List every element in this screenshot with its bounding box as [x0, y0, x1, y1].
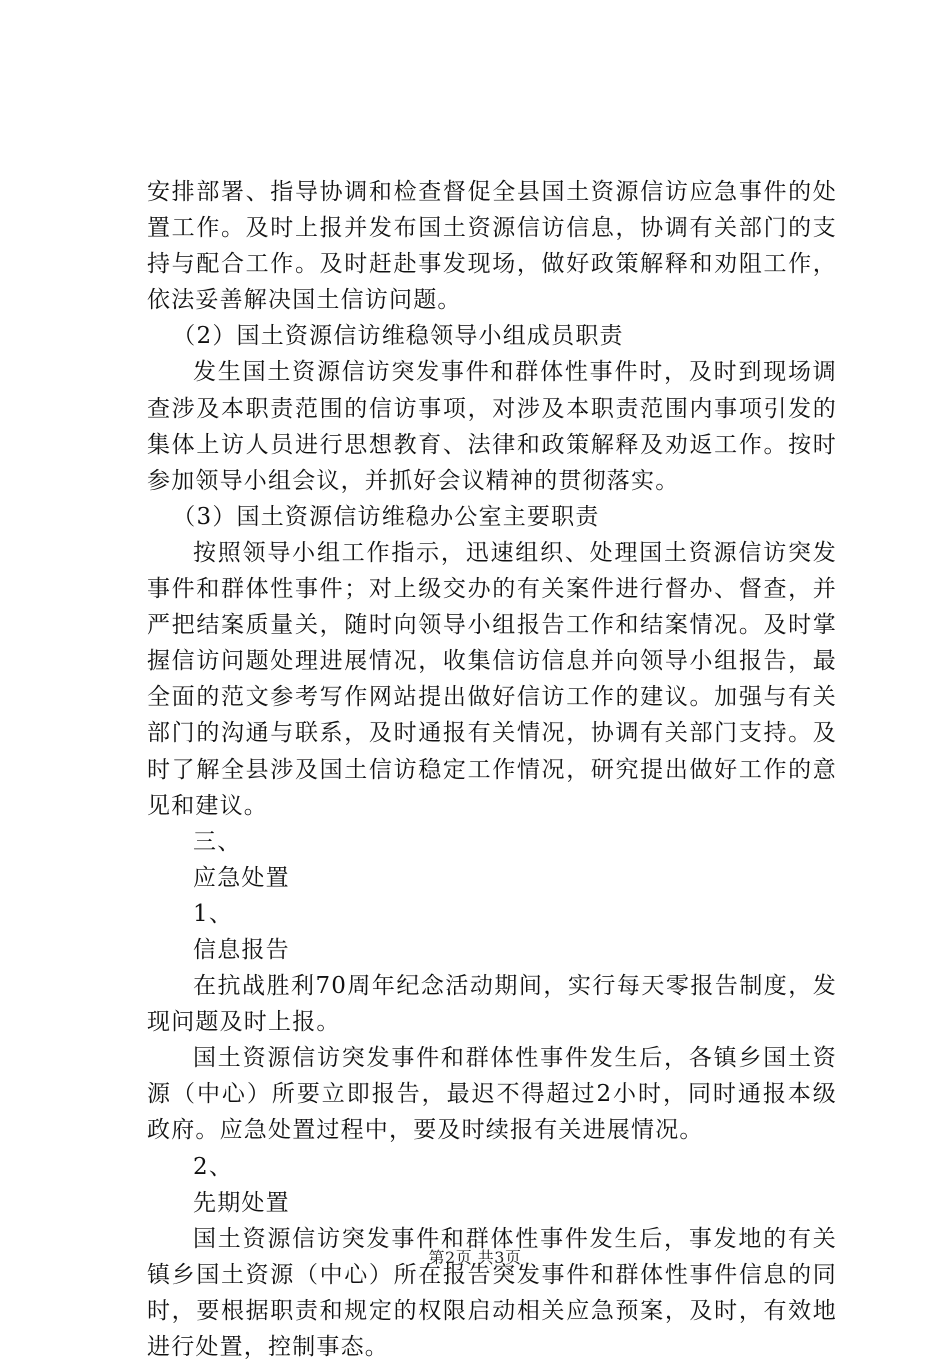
- page-footer: 第2页 共3页: [428, 1248, 522, 1267]
- paragraph-member-duties: 发生国土资源信访突发事件和群体性事件时，及时到现场调查涉及本职责范围的信访事项，对涉及本职责范围内事项引发的集体上访人员进行思想教育、法律和政策解释及劝返工作。按时参加领导小组会议，并抓好会议精神的贯彻落实。: [147, 359, 837, 494]
- item-number-one: 1、: [193, 900, 234, 927]
- item-title-initial-handling: 先期处置: [193, 1189, 290, 1216]
- paragraph-daily-report: 在抗战胜利70周年纪念活动期间，实行每天零报告制度，发现问题及时上报。: [147, 973, 837, 1036]
- item-title-info-report: 信息报告: [193, 936, 290, 963]
- paragraph-incident-report: 国土资源信访突发事件和群体性事件发生后，各镇乡国土资源（中心）所要立即报告，最迟不得超过2小时，同时通报本级政府。应急处置过程中，要及时续报有关进展情况。: [147, 1045, 837, 1144]
- paragraph-duties-continued: 安排部署、指导协调和检查督促全县国土资源信访应急事件的处置工作。及时上报并发布国土资源信访信息，协调有关部门的支持与配合工作。及时赶赴事发现场，做好政策解释和劝阻工作，依法妥善解决国土信访问题。: [147, 179, 837, 314]
- subheading-member-duties: （2）国土资源信访维稳领导小组成员职责: [172, 323, 624, 350]
- section-title-emergency: 应急处置: [193, 864, 290, 891]
- subheading-office-duties: （3）国土资源信访维稳办公室主要职责: [172, 503, 600, 530]
- item-number-two: 2、: [193, 1153, 234, 1180]
- section-number-three: 三、: [193, 828, 242, 855]
- paragraph-initial-handling: 国土资源信访突发事件和群体性事件发生后，事发地的有关镇乡国土资源（中心）所在报告突发事件和群体性事件信息的同时，要根据职责和规定的权限启动相关应急预案，及时，有效地进行处置，控制事态。: [147, 1225, 837, 1360]
- paragraph-office-duties: 按照领导小组工作指示，迅速组织、处理国土资源信访突发事件和群体性事件；对上级交办的有关案件进行督办、督查，并严把结案质量关，随时向领导小组报告工作和结案情况。及时掌握信访问题处理进展情况，收集信访信息并向领导小组报告，最全面的范文参考写作网站提出做好信访工作的建议。加强与有关部门的沟通与联系，及时通报有关情况，协调有关部门支持。及时了解全县涉及国土信访稳定工作情况，研究提出做好工作的意见和建议。: [147, 539, 837, 819]
- document-body: [147, 174, 837, 1365]
